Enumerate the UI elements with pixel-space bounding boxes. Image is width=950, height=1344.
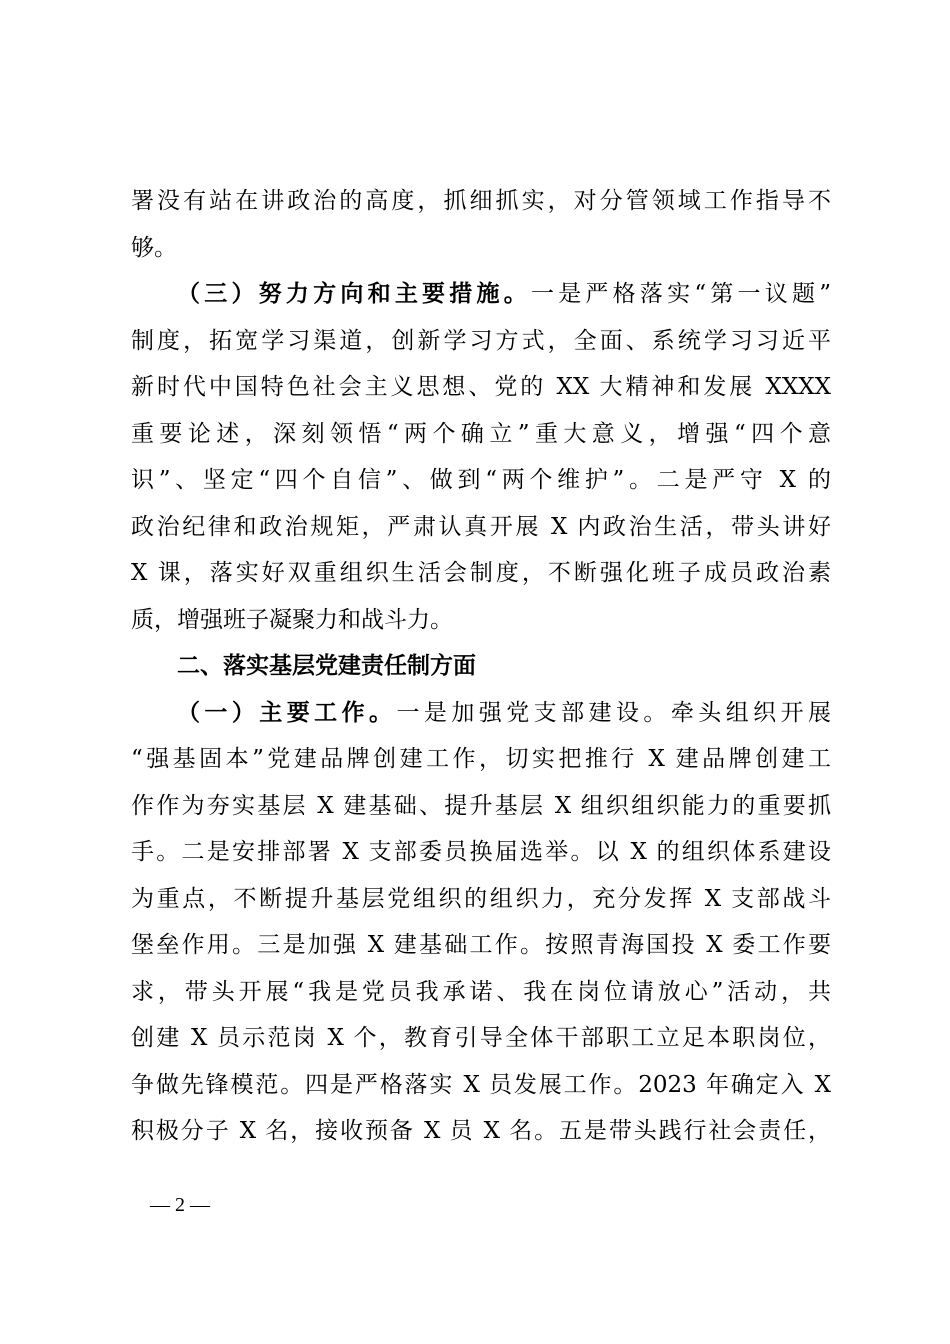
text-span: 一是严格落实“第一议题” — [530, 281, 831, 307]
paragraph-first-line — [131, 690, 831, 737]
text-line: 作作为夯实基层 X 建基础、提升基层 X 组织组织能力的重要抓 — [131, 792, 831, 819]
subsection-title: （三）努力方向和主要措施。 — [177, 280, 531, 307]
text-line: 求，带头开展“我是党员我承诺、我在岗位请放心”活动，共 — [131, 978, 831, 1005]
paragraph-first-line — [131, 271, 831, 318]
text-line: 新时代中国特色社会主义思想、党的 XX 大精神和发展 XXXX — [131, 374, 831, 400]
text-line: X 课，落实好双重组织生活会制度，不断强化班子成员政治素 — [131, 560, 831, 586]
page-number: — 2 — — [150, 1194, 210, 1216]
text-line: 制度，拓宽学习渠道，创新学习方式，全面、系统学习习近平 — [131, 327, 831, 354]
text-line: 重要论述，深刻领悟“两个确立”重大意义，增强“四个意 — [131, 420, 831, 447]
subsection-title: （一）主要工作。 — [177, 698, 397, 726]
text-line: 署没有站在讲政治的高度，抓细抓实，对分管领域工作指导不 — [131, 188, 831, 214]
text-line: 政治纪律和政治规矩，严肃认真开展 X 内政治生活，带头讲好 — [131, 513, 831, 540]
text-line: 创建 X 员示范岗 X 个，教育引导全体干部职工立足本职岗位， — [131, 1025, 831, 1051]
text-line: 为重点，不断提升基层党组织的组织力，充分发挥 X 支部战斗 — [131, 885, 831, 912]
text-line: 够。 — [131, 234, 177, 261]
text-line: 积极分子 X 名，接收预备 X 员 X 名。五是带头践行社会责任， — [131, 1118, 831, 1144]
document-body — [131, 178, 831, 1155]
section-heading: 二、落实基层党建责任制方面 — [177, 653, 476, 679]
text-line: 手。二是安排部署 X 支部委员换届选举。以 X 的组织体系建设 — [131, 839, 831, 865]
text-span: 一是加强党支部建设。牵头组织开展 — [396, 699, 831, 726]
text-line: 识”、坚定“四个自信”、做到“两个维护”。二是严守 X 的 — [131, 467, 831, 493]
text-line: 质，增强班子凝聚力和战斗力。 — [131, 606, 453, 633]
text-line: 堡垒作用。三是加强 X 建基础工作。按照青海国投 X 委工作要 — [131, 932, 831, 958]
text-line: “强基固本”党建品牌创建工作，切实把推行 X 建品牌创建工 — [131, 746, 831, 772]
text-line: 争做先锋模范。四是严格落实 X 员发展工作。2023 年确定入 X — [131, 1071, 831, 1098]
